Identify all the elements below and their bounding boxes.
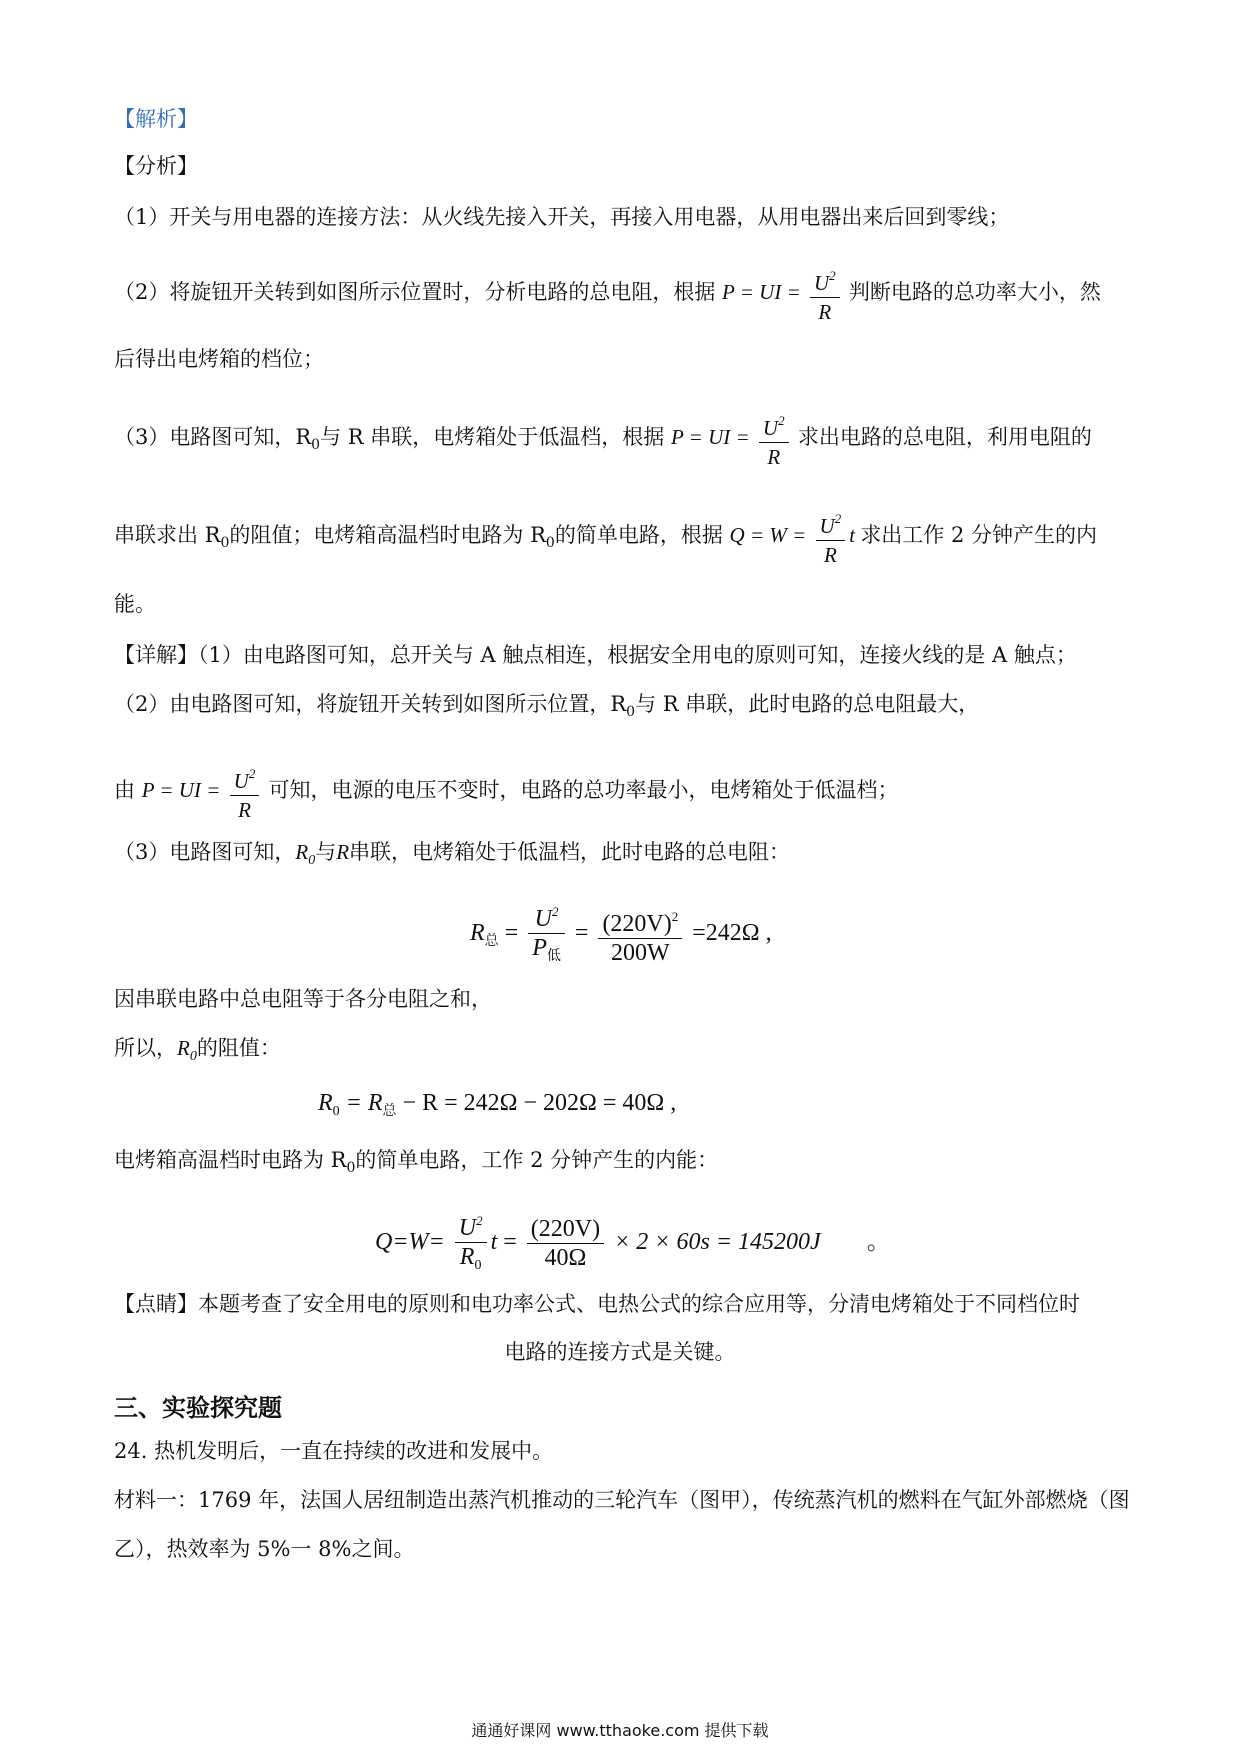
fenxi-tag: 【分析】 <box>114 154 198 178</box>
detail-d1: 【详解】（1）由电路图可知，总开关与 A 触点相连，根据安全用电的原则可知，连接火线的是 A 触点； <box>114 643 1077 667</box>
detail-d6: 电烤箱高温档时电路为 $R_0$的简单电路，工作 2 分钟产生的内能： <box>114 1148 719 1176</box>
detail-d5: 所以，$R_0$的阻值： <box>114 1036 281 1064</box>
heat-formula: Q = W = $\frac{U^2}{R}$ t <box>730 523 861 547</box>
detail-d2b: 由 P = UI = $\frac{U^2}{R}$ 可知，电源的电压不变时，电路的总功率最小，电烤箱处于低温档； <box>114 760 899 824</box>
detail-d2a: （2）由电路图可知，将旋钮开关转到如图所示位置，$R_0$与 R 串联，此时电路的总电阻最大， <box>114 692 980 720</box>
analysis-p3: （3）电路图可知，$R_0$与 R 串联，电烤箱处于低温档，根据 P = UI = $\frac{U^2}{R}$ 求出电路的总电阻，利用电阻的 <box>114 407 1092 471</box>
r0-equation: $R_0 = R_总 - R = 242\Omega - 202\Omega = 40\Omega$ , <box>318 1090 677 1119</box>
detail-d3a: （3）电路图可知，$R_0$与R串联，电烤箱处于低温档，此时电路的总电阻： <box>114 840 791 868</box>
analysis-p2: （2）将旋钮开关转到如图所示位置时，分析电路的总电阻，根据 P = UI = $\frac{U^2}{R}$ 判断电路的总功率大小，然 <box>114 262 1101 326</box>
power-formula: P = UI = $\frac{U^2}{R}$ <box>722 280 849 304</box>
detail-d4: 因串联电路中总电阻等于各分电阻之和， <box>114 987 492 1011</box>
question-24: 24. 热机发明后，一直在持续的改进和发展中。 <box>114 1439 554 1463</box>
analysis-p3e: 能。 <box>114 592 156 616</box>
r-total-equation: $R_总$ = $\frac{U^2}{P_低}$ = $\frac{(220V)^2}{200W}$ =242Ω , <box>470 898 772 971</box>
footer: 通通好课网 www.tthaoke.com 提供下载 <box>471 1721 769 1740</box>
comment-line1: 【点睛】本题考查了安全用电的原则和电功率公式、电热公式的综合应用等，分清电烤箱处于不同档位时 <box>114 1292 1080 1316</box>
comment-line2: 电路的连接方式是关键。 <box>504 1340 736 1364</box>
analysis-p1: （1）开关与用电器的连接方法：从火线先接入开关，再接入用电器，从用电器出来后回到零线； <box>114 205 1010 229</box>
heat-equation: Q=W= $\frac{U^2}{R_0}$ t = $\frac{(220V)}{40\Omega}$ × 2 × 60s = 145200J 。 <box>375 1207 891 1280</box>
analysis-tag: 【解析】 <box>114 107 198 131</box>
power-formula-3: P = UI = $\frac{U^2}{R}$ <box>142 778 269 802</box>
section-heading: 三、实验探究题 <box>114 1394 282 1422</box>
material-1a: 材料一：1769 年，法国人居纽制造出蒸汽机推动的三轮汽车（图甲），传统蒸汽机的燃料在气缸外部燃烧（图 <box>114 1488 1130 1512</box>
analysis-p3c: 串联求出 $R_0$的阻值；电烤箱高温档时电路为 $R_0$的简单电路，根据 Q = W = $\frac{U^2}{R}$ t 求出工作 2 分钟产生的内 <box>114 505 1097 569</box>
power-formula-2: P = UI = $\frac{U^2}{R}$ <box>671 425 798 449</box>
analysis-p2c: 后得出电烤箱的档位； <box>114 347 324 371</box>
material-1b: 乙），热效率为 5%一 8%之间。 <box>114 1537 415 1561</box>
